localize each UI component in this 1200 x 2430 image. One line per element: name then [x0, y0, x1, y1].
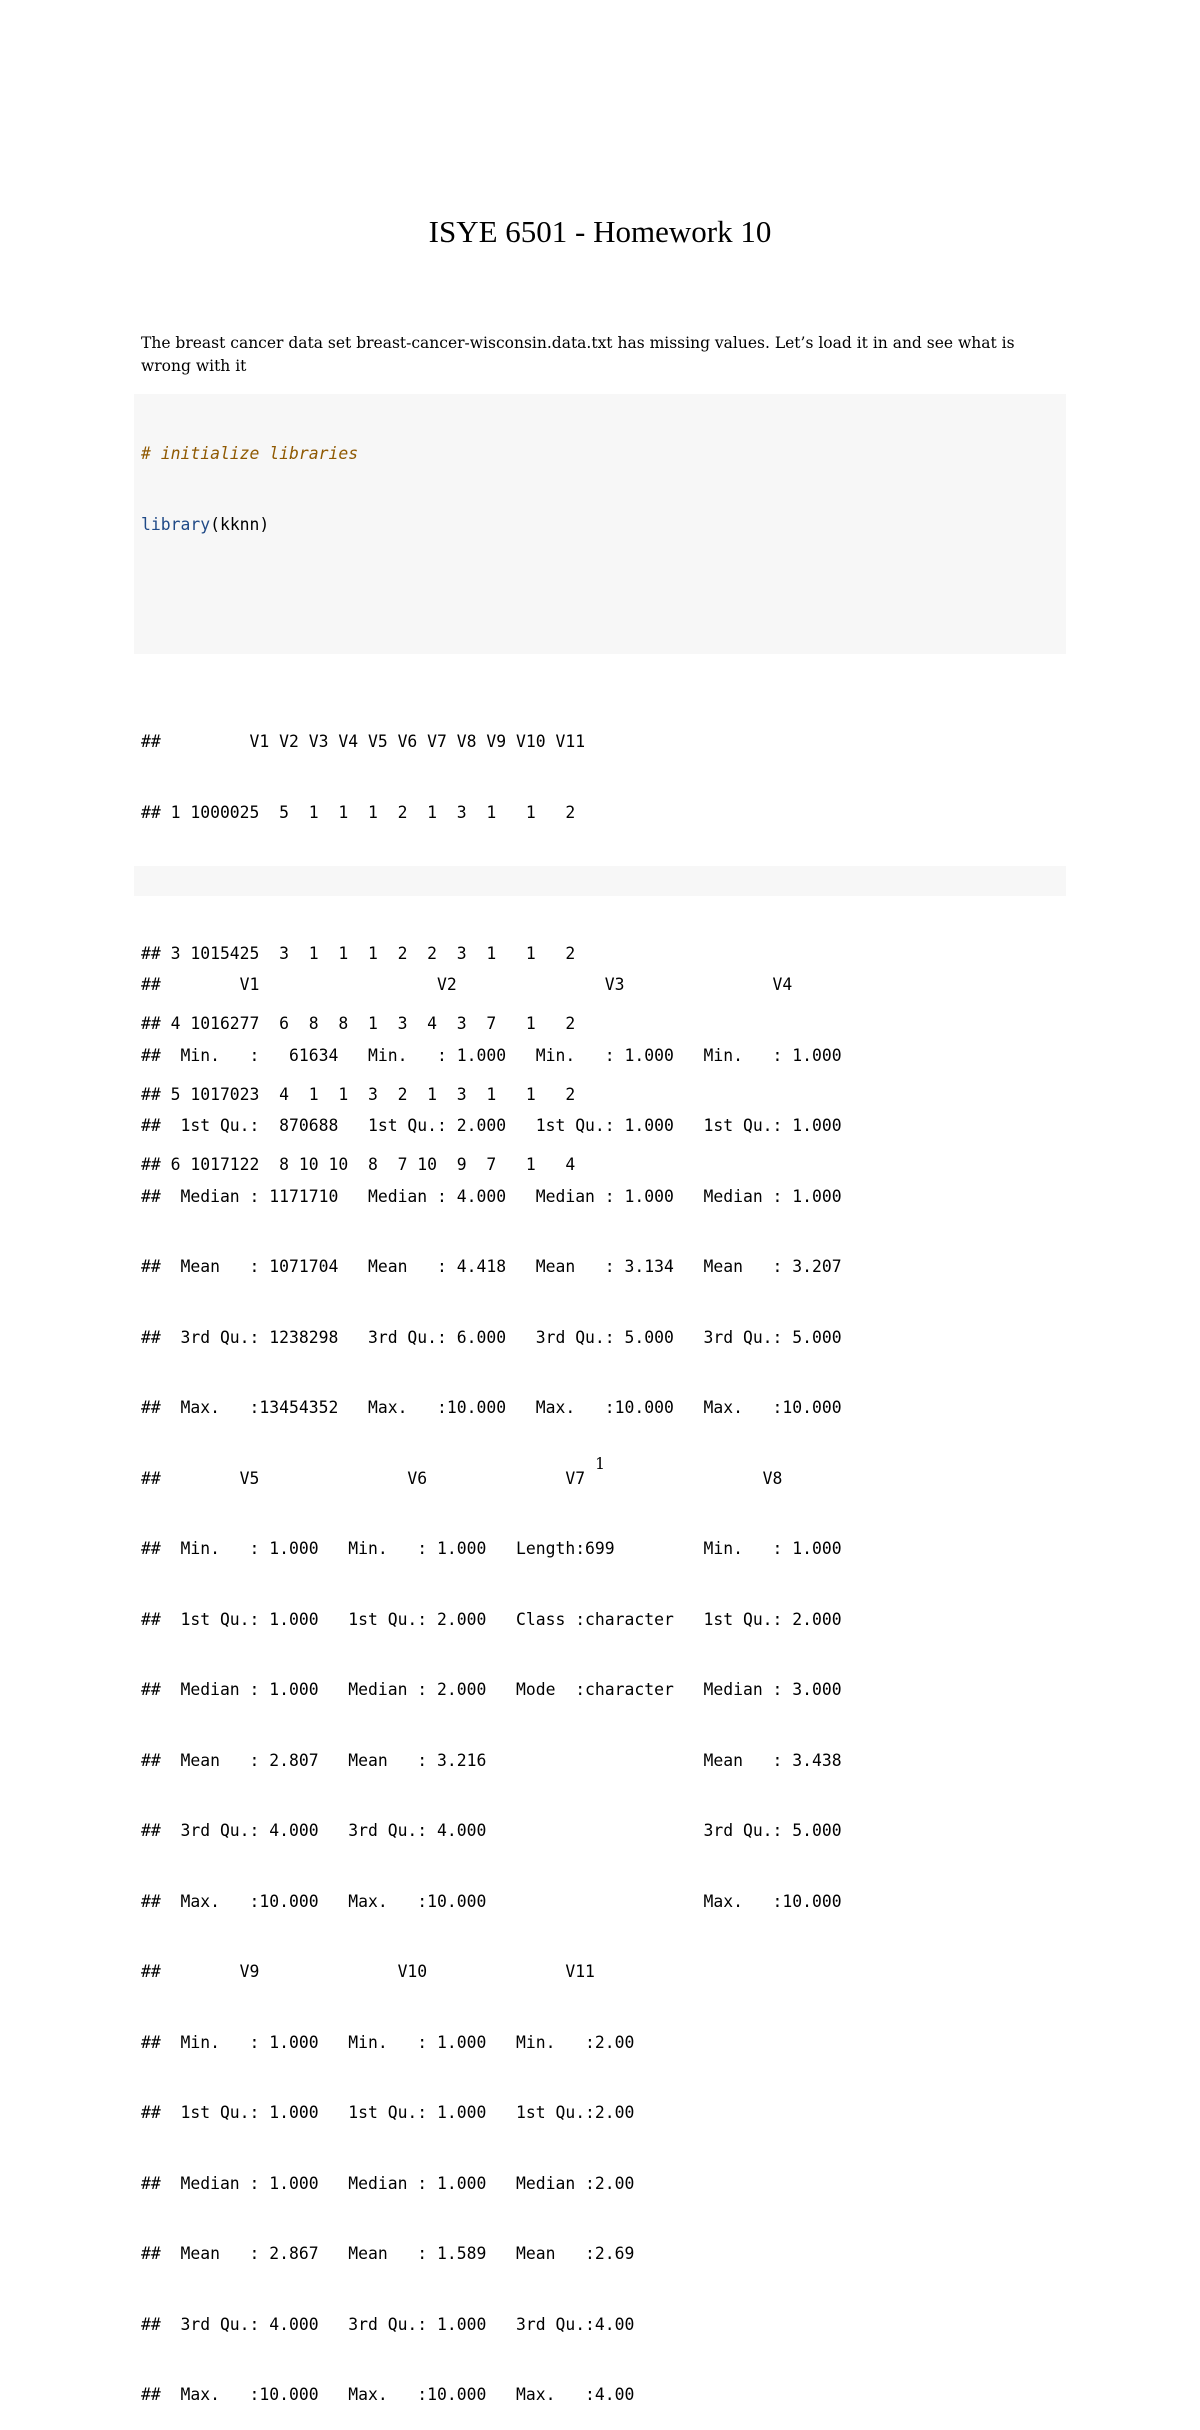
output-line: ## Max. :10.000 Max. :10.000 Max. :10.000: [141, 1891, 862, 1911]
output-line: ## 6 1017122 8 10 10 8 7 10 9 7 1 4: [141, 1155, 576, 1174]
output-line: ## Median : 1171710 Median : 4.000 Median : 1.000 Median : 1.000: [141, 1186, 862, 1206]
output-line: ## Max. :10.000 Max. :10.000 Max. :4.00: [141, 2385, 655, 2404]
code-line-library: library(kknn): [141, 514, 270, 534]
output-line: ## 1st Qu.: 1.000 1st Qu.: 1.000 1st Qu.:2.00: [141, 2103, 655, 2122]
output-line: ## Min. : 1.000 Min. : 1.000 Length:699 Min. : 1.000: [141, 1539, 862, 1558]
output-line: ## V1 V2 V3 V4: [141, 975, 872, 994]
output-line: ## Min. : 61634 Min. : 1.000 Min. : 1.000 Min. : 1.000: [141, 1045, 862, 1065]
output-line: ## 4 1016277 6 8 8 1 3 4 3 7 1 2: [141, 1014, 576, 1033]
output-line: ## Mean : 1071704 Mean : 4.418 Mean : 3.134 Mean : 3.207: [141, 1257, 862, 1276]
output-line: ## Mean : 2.867 Mean : 1.589 Mean :2.69: [141, 2244, 655, 2263]
output-line: ## V1 V2 V3 V4 V5 V6 V7 V8 V9 V10 V11: [141, 732, 586, 751]
code-block-load-data: [134, 394, 1066, 654]
code-line-comment-init: # initialize libraries: [141, 444, 359, 463]
output-line: ## Mean : 2.807 Mean : 3.216 Mean : 3.438: [141, 1750, 862, 1770]
output-line: ## V9 V10 V11: [141, 1962, 655, 1981]
output-line: ## 3rd Qu.: 1238298 3rd Qu.: 6.000 3rd Qu.: 5.000 3rd Qu.: 5.000: [141, 1327, 862, 1347]
output-line: ## 3 1015425 3 1 1 1 2 2 3 1 1 2: [141, 943, 576, 963]
intro-paragraph: The breast cancer data set breast-cancer-wisconsin.data.txt has missing values. Let’s load it in and see what is wrong with it: [141, 334, 1015, 375]
output-line: ## V5 V6 V7 V8: [141, 1468, 862, 1488]
output-line: ## Median : 1.000 Median : 1.000 Median :2.00: [141, 2173, 655, 2193]
output-line: ## 1 1000025 5 1 1 1 2 1 3 1 1 2: [141, 802, 576, 822]
page-number: 1: [595, 1455, 605, 1473]
output-line: ## 1st Qu.: 1.000 1st Qu.: 2.000 Class :character 1st Qu.: 2.000: [141, 1609, 862, 1629]
code-line-comment-seed: [141, 654, 1066, 655]
code-line-blank: [141, 583, 1066, 607]
output-line: ## 3rd Qu.: 4.000 3rd Qu.: 1.000 3rd Qu.:4.00: [141, 2314, 655, 2334]
code-block-summary: [134, 866, 1066, 896]
output-line: ## 3rd Qu.: 4.000 3rd Qu.: 4.000 3rd Qu.: 5.000: [141, 1821, 862, 1840]
document-title: ISYE 6501 - Homework 10: [428, 214, 772, 249]
summary-output: [141, 926, 1141, 2430]
output-line: ## Max. :13454352 Max. :10.000 Max. :10.000 Max. :10.000: [141, 1398, 862, 1417]
output-line: ## 5 1017023 4 1 1 3 2 1 3 1 1 2: [141, 1084, 576, 1104]
output-line: ## 1st Qu.: 870688 1st Qu.: 2.000 1st Qu.: 1.000 1st Qu.: 1.000: [141, 1116, 862, 1135]
output-line: ## Min. : 1.000 Min. : 1.000 Min. :2.00: [141, 2032, 655, 2052]
output-line: ## Median : 1.000 Median : 2.000 Mode :character Median : 3.000: [141, 1680, 862, 1699]
